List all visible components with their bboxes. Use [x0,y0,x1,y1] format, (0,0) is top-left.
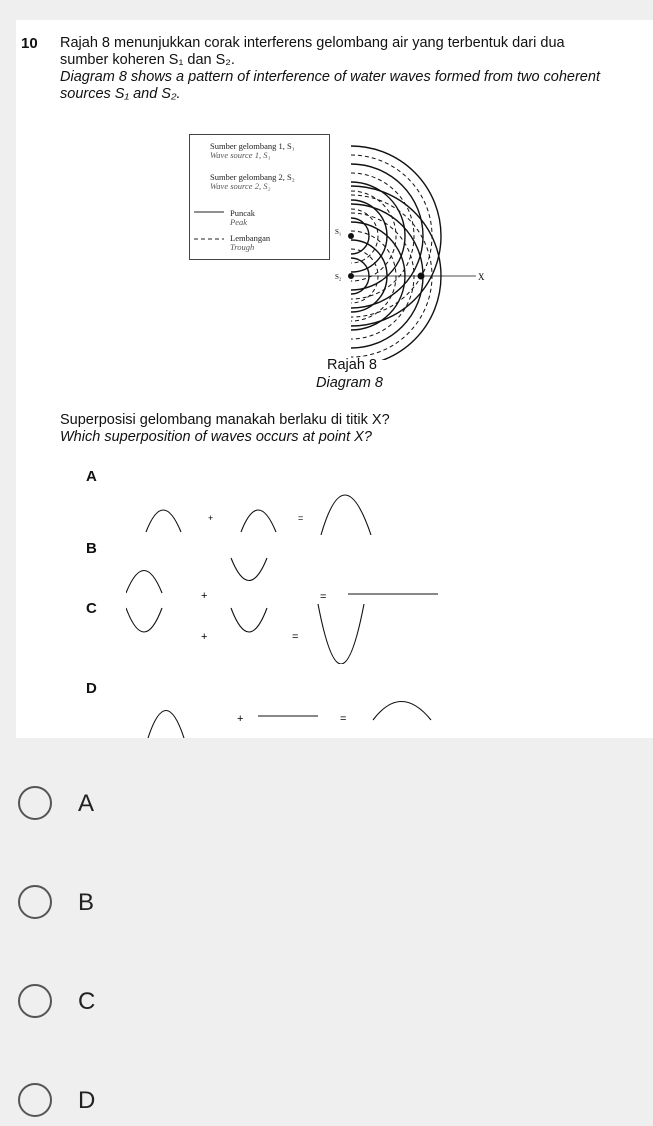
prompt-en: Which superposition of waves occurs at point X? [60,429,372,445]
choice-c-label[interactable]: C [78,988,96,1015]
choice-a[interactable] [18,786,318,826]
radio-b[interactable] [18,885,52,919]
legend-source1-ms: Sumber gelombang 1, S₁ [210,141,295,151]
option-a-plus: + [208,513,214,523]
radio-d[interactable] [18,1083,52,1117]
option-c-letter: C [86,600,97,617]
question-text-en-1: Diagram 8 shows a pattern of interference of water waves formed from two coherent [60,69,600,85]
option-a-equals: = [298,513,304,523]
s2-label: S₂ [335,273,342,281]
prompt-ms: Superposisi gelombang manakah berlaku di titik X? [60,412,390,428]
legend-source1-en: Wave source 1, S₁ [210,150,271,160]
legend-peak-ms: Puncak [230,208,256,218]
option-b-diagram [126,548,456,608]
option-b-letter: B [86,540,97,557]
legend-peak-en: Peak [230,217,247,227]
question-text-en-2: sources S₁ and S₂. [60,86,181,102]
choice-d[interactable] [18,1083,318,1123]
option-d-equals: = [340,713,347,725]
option-b-plus: + [201,590,208,602]
diagram-legend [189,134,330,260]
s1-label: S₁ [335,228,342,236]
option-a-diagram [126,475,456,535]
legend-trough-en: Trough [230,242,255,252]
question-text-ms-2: sumber koheren S₁ dan S₂. [60,52,235,68]
option-c-plus: + [201,631,208,643]
option-b-equals: = [320,591,327,603]
radio-a[interactable] [18,786,52,820]
question-number: 10 [21,35,38,52]
option-c-equals: = [292,631,299,643]
legend-source2-ms: Sumber gelombang 2, S₂ [210,172,295,182]
legend-line-samples [194,207,224,247]
choice-d-label[interactable]: D [78,1087,96,1114]
legend-source2-en: Wave source 2, S₂ [210,181,271,191]
choice-c[interactable] [18,984,318,1024]
diagram-caption-ms: Rajah 8 [327,357,377,373]
option-a-letter: A [86,468,97,485]
legend-trough-ms: Lembangan [230,233,271,243]
radio-c[interactable] [18,984,52,1018]
interference-diagram [326,130,486,360]
option-c-diagram [126,604,456,664]
option-d-diagram [126,678,456,738]
x-label: X [478,272,485,282]
option-d-letter: D [86,680,97,697]
choice-a-label[interactable]: A [78,790,95,817]
question-text-ms-1: Rajah 8 menunjukkan corak interferens gelombang air yang terbentuk dari dua [60,35,565,51]
choice-b[interactable] [18,885,318,925]
choice-b-label[interactable]: B [78,889,95,916]
question-card [16,20,653,738]
option-d-plus: + [237,713,244,725]
diagram-caption-en: Diagram 8 [316,375,383,391]
